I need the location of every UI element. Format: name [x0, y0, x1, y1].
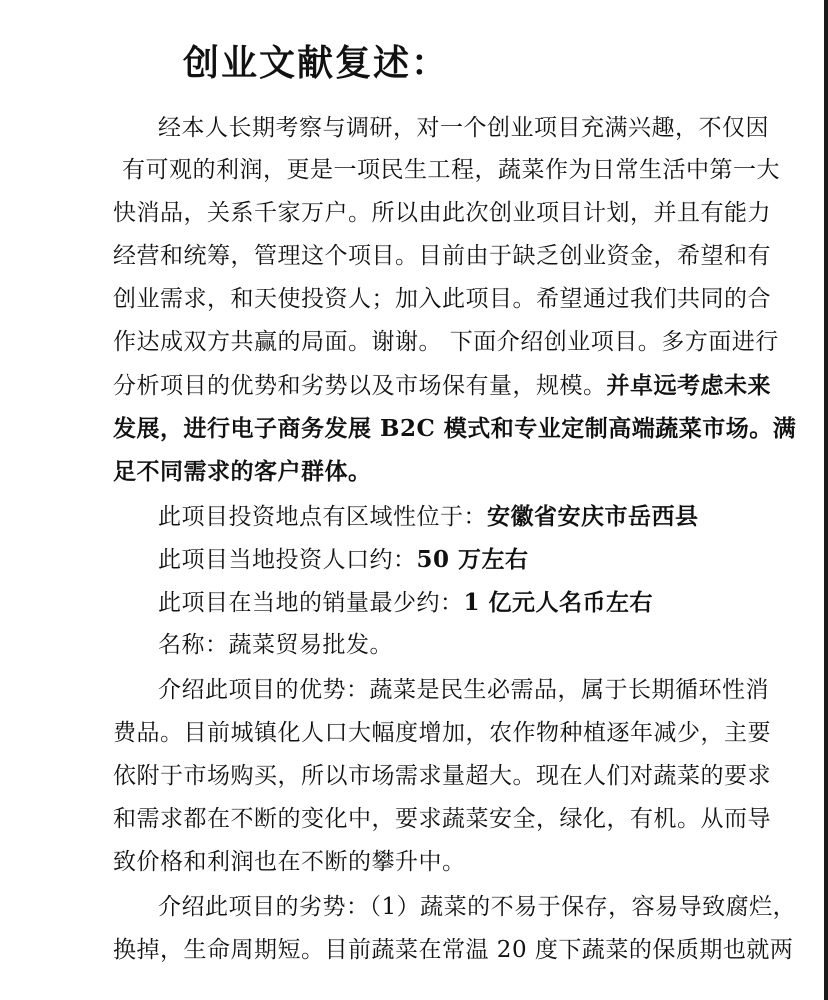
paragraph-line-2: 有可观的利润，更是一项民生工程，蔬菜作为日常生活中第一大: [122, 157, 780, 183]
sales-volume-line: [158, 591, 653, 615]
paragraph-line-7: [113, 374, 771, 398]
population-line: [158, 548, 529, 572]
investment-location-value: 安徽省安庆市岳西县: [487, 503, 699, 530]
disadvantages-line-1: 介绍此项目的劣势：（1）蔬菜的不易于保存，容易导致腐烂，: [158, 894, 797, 920]
paragraph-line-5: 创业需求，和天使投资人；加入此项目。希望通过我们共同的合: [113, 286, 771, 312]
advantages-line-5: 致价格和利润也在不断的攀升中。: [113, 849, 466, 875]
investment-location-label: 此项目投资地点有区域性位于：: [158, 504, 487, 530]
paragraph-line-6: 作达成双方共赢的局面。谢谢。 下面介绍创业项目。多方面进行: [113, 329, 779, 355]
advantages-line-1: 介绍此项目的优势：蔬菜是民生必需品，属于长期循环性消: [158, 677, 769, 703]
paragraph-line-9: 足不同需求的客户群体。: [113, 458, 372, 485]
paragraph-line-7-bold: 并卓远考虑未来: [606, 372, 771, 399]
document-title: 创业文献复述：: [183, 42, 450, 84]
advantages-line-2: 费品。目前城镇化人口大幅度增加，农作物种植逐年减少，主要: [113, 720, 771, 746]
investment-location-line: [158, 505, 699, 529]
paragraph-line-8: 发展，进行电子商务发展 B2C 模式和专业定制高端蔬菜市场。满: [113, 415, 797, 442]
paragraph-line-7-regular: 分析项目的优势和劣势以及市场保有量，规模。: [113, 373, 607, 399]
advantages-line-4: 和需求都在不断的变化中，要求蔬菜安全，绿化，有机。从而导: [113, 806, 771, 832]
page-edge-shadow: [824, 0, 828, 1000]
sales-volume-value: 1 亿元人名币左右: [463, 589, 654, 616]
paragraph-line-3: 快消品，关系千家万户。所以由此次创业项目计划，并且有能力: [113, 200, 771, 226]
paragraph-line-4: 经营和统筹，管理这个项目。目前由于缺乏创业资金，希望和有: [113, 243, 771, 269]
disadvantages-line-2: 换掉，生命周期短。目前蔬菜在常温 20 度下蔬菜的保质期也就两: [113, 937, 794, 963]
advantages-line-3: 依附于市场购买，所以市场需求量超大。现在人们对蔬菜的要求: [113, 763, 771, 789]
population-label: 此项目当地投资人口约：: [158, 547, 417, 573]
paragraph-line-1: 经本人长期考察与调研，对一个创业项目充满兴趣，不仅因: [158, 115, 769, 141]
population-value: 50 万左右: [416, 546, 529, 573]
project-name-line: 名称：蔬菜贸易批发。: [158, 632, 393, 658]
sales-volume-label: 此项目在当地的销量最少约：: [158, 590, 464, 616]
